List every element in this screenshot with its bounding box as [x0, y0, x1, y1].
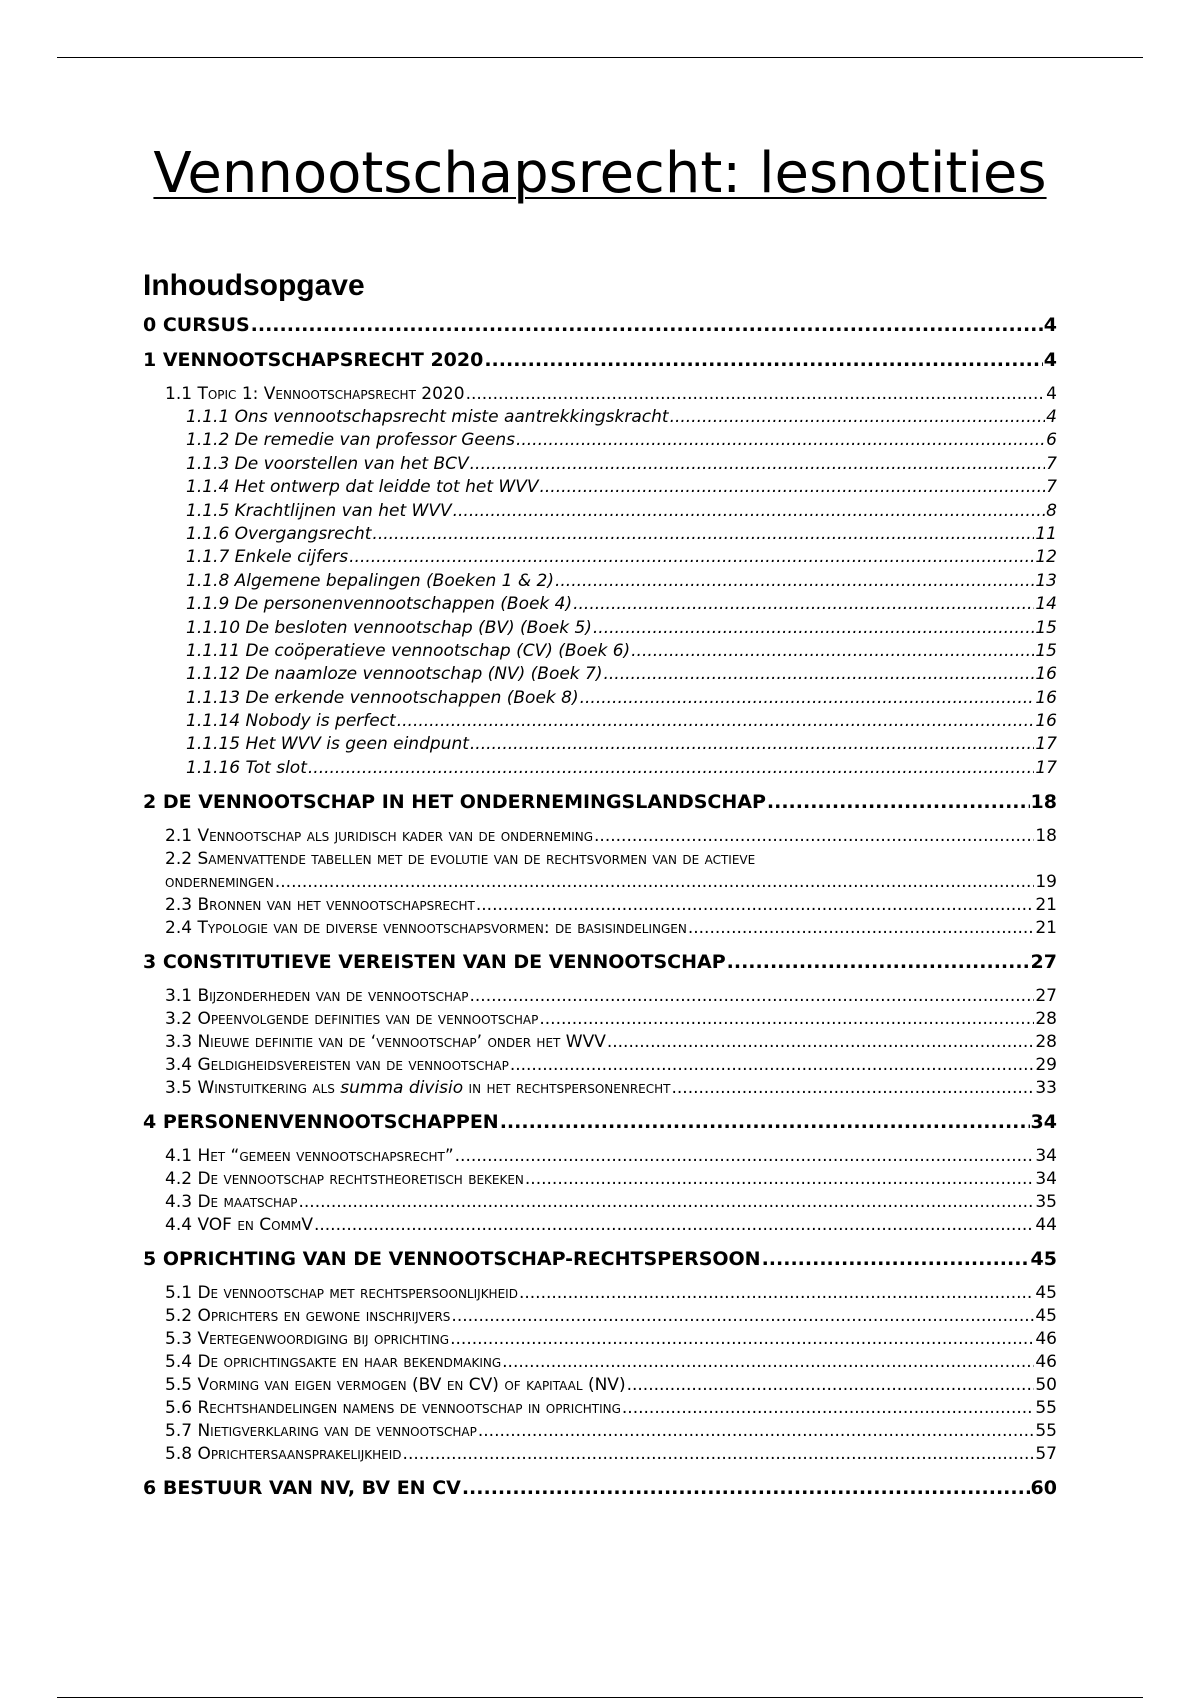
toc-page-number: 34	[1035, 1169, 1057, 1190]
toc-section-entry[interactable]	[143, 825, 1057, 848]
toc-page-number: 18	[1030, 791, 1057, 814]
toc-page-number: 11	[1035, 523, 1057, 544]
toc-entry-label: 2.3 Bronnen van het vennootschapsrecht	[165, 895, 475, 916]
toc-subsection-entry[interactable]	[143, 593, 1057, 616]
toc-entry-label: 1.1 Topic 1: Vennootschapsrecht 2020	[165, 384, 465, 404]
dot-leader	[478, 1420, 1035, 1443]
toc-section-entry[interactable]	[143, 1420, 1057, 1443]
toc-page-number: 4	[1046, 407, 1057, 427]
toc-page-number: 60	[1030, 1477, 1057, 1500]
toc-entry-label: 4.2 De vennootschap rechtstheoretisch bekeken	[165, 1169, 524, 1190]
toc-entry-label: 5.1 De vennootschap met rechtspersoonlijkheid	[165, 1283, 518, 1304]
toc-page-number: 4	[1043, 349, 1057, 371]
dot-leader	[510, 1054, 1035, 1077]
toc-page-number: 19	[1035, 872, 1057, 893]
toc-section-entry[interactable]	[143, 1191, 1057, 1214]
toc-page-number: 46	[1035, 1329, 1057, 1350]
toc-entry-label: 1.1.9 De personenvennootschappen (Boek 4)	[186, 594, 573, 615]
dot-leader	[450, 1328, 1034, 1351]
toc-section-entry[interactable]	[143, 1443, 1057, 1466]
toc-section-entry[interactable]	[143, 1008, 1057, 1031]
table-of-contents	[143, 313, 1057, 1511]
toc-subsection-entry[interactable]	[143, 663, 1057, 686]
toc-chapter-entry[interactable]	[143, 1110, 1057, 1134]
toc-subsection-entry[interactable]	[143, 429, 1057, 452]
dot-leader	[469, 985, 1034, 1008]
toc-entry-label: 1.1.3 De voorstellen van het BCV	[186, 453, 469, 474]
toc-page-number: 44	[1035, 1215, 1057, 1236]
toc-page-number: 12	[1035, 547, 1057, 568]
toc-section-entry[interactable]	[143, 917, 1057, 940]
toc-page-number: 33	[1035, 1078, 1057, 1099]
dot-leader	[403, 1443, 1035, 1466]
toc-page-number: 15	[1035, 640, 1057, 661]
dot-leader	[767, 790, 1030, 814]
dot-leader	[476, 894, 1034, 917]
toc-page-number: 17	[1035, 734, 1057, 755]
toc-entry-label: 4.3 De maatschap	[165, 1192, 298, 1213]
dot-leader	[627, 1374, 1035, 1397]
toc-entry-label: 2.4 Typologie van de diverse vennootschapsvormen: de basisindelingen	[165, 918, 687, 939]
toc-entry-label: 6 BESTUUR VAN NV, BV EN CV	[143, 1477, 461, 1500]
toc-page-number: 17	[1035, 757, 1057, 778]
toc-entry-label: 1.1.6 Overgangsrecht	[186, 523, 372, 544]
document-title: Vennootschapsrecht: lesnotities	[153, 141, 1047, 206]
toc-page-number: 13	[1035, 570, 1057, 591]
toc-entry-label: 4.4 VOF en CommV	[165, 1215, 313, 1236]
dot-leader	[516, 429, 1045, 452]
dot-leader	[762, 1247, 1030, 1271]
toc-chapter-entry[interactable]	[143, 1247, 1057, 1271]
dot-leader	[539, 1008, 1034, 1031]
toc-entry-label: 1.1.12 De naamloze vennootschap (NV) (Boek 7)	[186, 664, 603, 685]
toc-section-entry[interactable]	[143, 1168, 1057, 1191]
footer-rule	[57, 1697, 1143, 1698]
dot-leader	[298, 1191, 1034, 1214]
toc-section-entry[interactable]	[143, 1328, 1057, 1351]
toc-entry-label: 1.1.8 Algemene bepalingen (Boeken 1 & 2)	[186, 570, 554, 591]
toc-chapter-entry[interactable]	[143, 313, 1057, 337]
toc-page-number: 28	[1035, 1032, 1057, 1053]
toc-entry-label: 1.1.1 Ons vennootschapsrecht miste aantrekkingskracht	[186, 407, 669, 427]
dot-leader	[622, 1397, 1034, 1420]
toc-entry-label: 5.5 Vorming van eigen vermogen (BV en CV) of kapitaal (NV)	[165, 1375, 626, 1396]
toc-page-number: 16	[1035, 687, 1057, 708]
dot-leader	[593, 617, 1034, 640]
toc-entry-label: 1.1.11 De coöperatieve vennootschap (CV) (Boek 6)	[186, 640, 631, 661]
dot-leader	[308, 757, 1034, 780]
toc-page-number: 6	[1046, 430, 1057, 451]
toc-entry-label: 1.1.13 De erkende vennootschappen (Boek 8)	[186, 687, 579, 708]
toc-subsection-entry[interactable]	[143, 710, 1057, 733]
toc-page-number: 27	[1030, 951, 1057, 974]
toc-section-entry[interactable]	[143, 1374, 1057, 1397]
toc-entry-label: 3.2 Opeenvolgende definities van de vennootschap	[165, 1009, 539, 1030]
dot-leader	[455, 1145, 1035, 1168]
toc-subsection-entry[interactable]	[143, 570, 1057, 593]
toc-subsection-entry[interactable]	[143, 617, 1057, 640]
toc-entry-label: 5.6 Rechtshandelingen namens de vennootschap in oprichting	[165, 1398, 621, 1419]
toc-entry-label-start: 3.5 Winstuitkering als	[165, 1078, 341, 1099]
toc-page-number: 15	[1035, 617, 1057, 638]
toc-page-number: 50	[1035, 1375, 1057, 1396]
toc-entry-label: 3 CONSTITUTIEVE VEREISTEN VAN DE VENNOOTSCHAP	[143, 951, 726, 974]
toc-entry-label: 1.1.2 De remedie van professor Geens	[186, 430, 515, 451]
dot-leader	[670, 406, 1046, 429]
toc-page-number: 21	[1035, 918, 1057, 939]
toc-entry-label: 1.1.16 Tot slot	[186, 757, 307, 778]
toc-page-number: 16	[1035, 711, 1057, 732]
dot-leader	[466, 383, 1046, 406]
toc-entry-label: 3.1 Bijzonderheden van de vennootschap	[165, 986, 469, 1007]
toc-entry-label: 1.1.7 Enkele cijfers	[186, 547, 349, 568]
dot-leader	[573, 593, 1034, 616]
dot-leader	[555, 570, 1034, 593]
toc-entry-label-continued: ondernemingen	[165, 872, 274, 893]
toc-entry-label: 5.7 Nietigverklaring van de vennootschap	[165, 1421, 477, 1442]
toc-page-number: 55	[1035, 1398, 1057, 1419]
dot-leader	[540, 476, 1046, 499]
toc-chapter-entry[interactable]	[143, 1476, 1057, 1500]
toc-page-number: 34	[1035, 1146, 1057, 1167]
toc-subsection-entry[interactable]	[143, 757, 1057, 780]
dot-leader	[607, 1031, 1035, 1054]
dot-leader	[372, 523, 1034, 546]
toc-entry-label: 0 CURSUS	[143, 314, 250, 336]
toc-entry-label: 5.8 Oprichtersaansprakelijkheid	[165, 1444, 402, 1465]
dot-leader	[314, 1214, 1034, 1237]
toc-page-number: 14	[1035, 594, 1057, 615]
toc-entry-label: 3.3 Nieuwe definitie van de ‘vennootschap’ onder het WVV	[165, 1032, 606, 1053]
dot-leader	[631, 640, 1034, 663]
dot-leader	[688, 917, 1035, 940]
dot-leader	[672, 1077, 1035, 1100]
toc-section-entry[interactable]	[143, 1077, 1057, 1100]
toc-entry-label: 1 VENNOOTSCHAPSRECHT 2020	[143, 349, 484, 371]
dot-leader	[251, 313, 1043, 337]
dot-leader	[519, 1282, 1034, 1305]
dot-leader	[594, 825, 1034, 848]
toc-section-entry[interactable]	[143, 1397, 1057, 1420]
toc-entry-label: 5 OPRICHTING VAN DE VENNOOTSCHAP-RECHTSPERSOON	[143, 1248, 761, 1271]
toc-page-number: 45	[1030, 1248, 1057, 1271]
header-rule	[57, 57, 1143, 58]
toc-subsection-entry[interactable]	[143, 476, 1057, 499]
toc-chapter-entry[interactable]	[143, 790, 1057, 814]
dot-leader	[397, 710, 1035, 733]
toc-section-entry[interactable]	[143, 1145, 1057, 1168]
toc-page-number: 28	[1035, 1009, 1057, 1030]
toc-section-entry[interactable]	[143, 383, 1057, 406]
toc-entry-label: 2.1 Vennootschap als juridisch kader van de onderneming	[165, 826, 594, 847]
toc-entry-label-end: in het rechtspersonenrecht	[463, 1078, 671, 1099]
toc-entry-label: 1.1.4 Het ontwerp dat leidde tot het WVV	[186, 477, 539, 498]
toc-entry-label: 2.2 Samenvattende tabellen met de evolutie van de rechtsvormen van de actieve	[165, 849, 756, 870]
toc-page-number: 35	[1035, 1192, 1057, 1213]
toc-page-number: 45	[1035, 1283, 1057, 1304]
dot-leader	[580, 687, 1035, 710]
toc-page-number: 4	[1046, 384, 1057, 404]
dot-leader	[604, 663, 1035, 686]
toc-page-number: 4	[1043, 314, 1057, 336]
toc-subsection-entry[interactable]	[143, 453, 1057, 476]
dot-leader	[275, 871, 1034, 894]
toc-entry[interactable]	[143, 848, 1057, 894]
toc-page-number: 46	[1035, 1352, 1057, 1373]
toc-entry-label: 1.1.5 Krachtlijnen van het WVV	[186, 500, 452, 521]
toc-page-number: 27	[1035, 986, 1057, 1007]
toc-section-entry[interactable]	[143, 1214, 1057, 1237]
toc-page-number: 29	[1035, 1055, 1057, 1076]
toc-entry-label: 4.1 Het “gemeen vennootschapsrecht”	[165, 1146, 454, 1167]
toc-section-entry[interactable]	[143, 1031, 1057, 1054]
toc-page-number: 7	[1046, 477, 1057, 498]
dot-leader	[349, 546, 1034, 569]
dot-leader	[727, 950, 1030, 974]
dot-leader	[525, 1168, 1034, 1191]
toc-subsection-entry[interactable]	[143, 500, 1057, 523]
toc-entry-label-emphasis: summa divisio	[340, 1078, 464, 1099]
toc-section-entry[interactable]	[143, 1305, 1057, 1328]
toc-section-entry[interactable]	[143, 985, 1057, 1008]
toc-section-entry[interactable]	[143, 1282, 1057, 1305]
toc-section-entry[interactable]	[143, 894, 1057, 917]
toc-page-number: 16	[1035, 664, 1057, 685]
toc-entry-label	[165, 1077, 671, 1100]
toc-page-number: 45	[1035, 1306, 1057, 1327]
toc-page-number: 57	[1035, 1444, 1057, 1465]
toc-page-number: 7	[1046, 453, 1057, 474]
toc-page-number: 21	[1035, 895, 1057, 916]
toc-subsection-entry[interactable]	[143, 733, 1057, 756]
toc-entry-label: 5.4 De oprichtingsakte en haar bekendmaking	[165, 1352, 502, 1373]
dot-leader	[484, 348, 1042, 372]
toc-chapter-entry[interactable]	[143, 348, 1057, 372]
toc-entry-label: 4 PERSONENVENNOOTSCHAPPEN	[143, 1111, 499, 1134]
toc-entry-label: 5.2 Oprichters en gewone inschrijvers	[165, 1306, 451, 1327]
toc-entry-label: 3.4 Geldigheidsvereisten van de vennootschap	[165, 1055, 509, 1076]
toc-page-number: 55	[1035, 1421, 1057, 1442]
dot-leader	[500, 1110, 1030, 1134]
toc-entry-label: 1.1.15 Het WVV is geen eindpunt	[186, 734, 469, 755]
toc-page-number: 34	[1030, 1111, 1057, 1134]
toc-section-entry[interactable]	[143, 1054, 1057, 1077]
toc-entry-label: 1.1.14 Nobody is perfect	[186, 711, 396, 732]
dot-leader	[470, 453, 1046, 476]
toc-subsection-entry[interactable]	[143, 640, 1057, 663]
toc-section-entry[interactable]	[143, 1351, 1057, 1374]
toc-subsection-entry[interactable]	[143, 546, 1057, 569]
toc-heading: Inhoudsopgave	[143, 269, 365, 302]
dot-leader	[502, 1351, 1034, 1374]
dot-leader	[453, 500, 1046, 523]
toc-entry-label: 1.1.10 De besloten vennootschap (BV) (Boek 5)	[186, 617, 592, 638]
toc-chapter-entry[interactable]	[143, 950, 1057, 974]
toc-entry-label: 5.3 Vertegenwoordiging bij oprichting	[165, 1329, 450, 1350]
dot-leader	[470, 733, 1034, 756]
toc-page-number: 18	[1035, 826, 1057, 847]
toc-entry-label: 2 DE VENNOOTSCHAP IN HET ONDERNEMINGSLANDSCHAP	[143, 791, 766, 814]
toc-subsection-entry[interactable]	[143, 523, 1057, 546]
dot-leader	[451, 1305, 1034, 1328]
toc-subsection-entry[interactable]	[143, 406, 1057, 429]
dot-leader	[462, 1476, 1030, 1500]
toc-subsection-entry[interactable]	[143, 687, 1057, 710]
toc-page-number: 8	[1046, 500, 1057, 521]
